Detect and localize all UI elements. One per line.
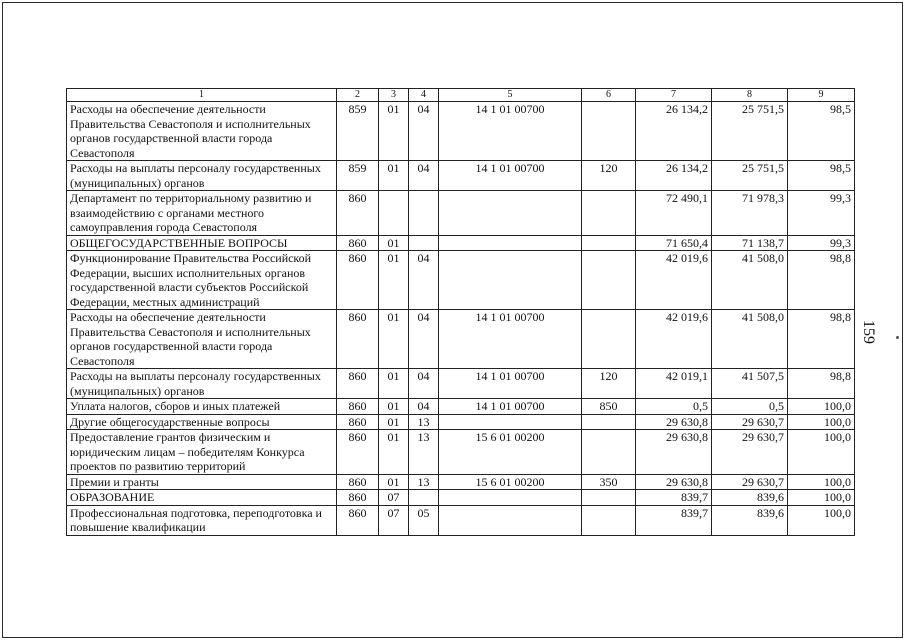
cell-planned: 26 134,2 — [636, 102, 712, 161]
column-header-7: 7 — [636, 89, 712, 102]
cell-department-code: 860 — [337, 310, 379, 369]
cell-section: 01 — [379, 102, 409, 161]
table-row — [67, 414, 855, 430]
cell-department-code: 860 — [337, 430, 379, 475]
row-name: Предоставление грантов физическим и юридическим лицам – победителям Конкурса проектов по развитию территорий — [67, 430, 337, 475]
table-row — [67, 235, 855, 251]
cell-subsection: 04 — [409, 310, 439, 369]
cell-target-article: 15 6 01 00200 — [439, 430, 582, 475]
cell-target-article: 14 1 01 00700 — [439, 369, 582, 399]
column-header-2: 2 — [337, 89, 379, 102]
cell-executed: 29 630,7 — [712, 474, 788, 490]
row-name: Расходы на обеспечение деятельности Правительства Севастополя и исполнительных органов государственной власти города Севастополя — [67, 310, 337, 369]
cell-executed: 29 630,7 — [712, 414, 788, 430]
cell-subsection: 04 — [409, 399, 439, 415]
cell-planned: 29 630,8 — [636, 430, 712, 475]
cell-expense-type: 350 — [582, 474, 636, 490]
cell-department-code: 860 — [337, 399, 379, 415]
cell-section: 07 — [379, 490, 409, 506]
cell-expense-type — [582, 235, 636, 251]
cell-expense-type: 850 — [582, 399, 636, 415]
row-name: Премии и гранты — [67, 474, 337, 490]
cell-planned: 0,5 — [636, 399, 712, 415]
cell-expense-type — [582, 490, 636, 506]
cell-executed: 41 508,0 — [712, 251, 788, 310]
cell-subsection: 04 — [409, 369, 439, 399]
row-name: ОБРАЗОВАНИЕ — [67, 490, 337, 506]
cell-department-code: 860 — [337, 251, 379, 310]
row-name: Расходы на выплаты персоналу государственных (муниципальных) органов — [67, 161, 337, 191]
cell-executed: 71 978,3 — [712, 191, 788, 236]
cell-planned: 839,7 — [636, 505, 712, 535]
cell-percent: 99,3 — [788, 191, 855, 236]
cell-planned: 29 630,8 — [636, 474, 712, 490]
cell-percent: 98,8 — [788, 310, 855, 369]
page-number: 159 — [860, 320, 877, 344]
cell-target-article — [439, 191, 582, 236]
cell-subsection: 04 — [409, 102, 439, 161]
cell-subsection — [409, 191, 439, 236]
cell-section: 01 — [379, 251, 409, 310]
row-name: Другие общегосударственные вопросы — [67, 414, 337, 430]
cell-department-code: 860 — [337, 414, 379, 430]
cell-expense-type: 120 — [582, 161, 636, 191]
cell-subsection: 13 — [409, 414, 439, 430]
table-row — [67, 251, 855, 310]
cell-subsection: 05 — [409, 505, 439, 535]
cell-percent: 100,0 — [788, 399, 855, 415]
cell-department-code: 860 — [337, 191, 379, 236]
cell-planned: 71 650,4 — [636, 235, 712, 251]
cell-planned: 29 630,8 — [636, 414, 712, 430]
cell-target-article — [439, 235, 582, 251]
cell-percent: 100,0 — [788, 474, 855, 490]
cell-expense-type — [582, 102, 636, 161]
table-row — [67, 430, 855, 475]
table-row — [67, 102, 855, 161]
table-row — [67, 310, 855, 369]
cell-section — [379, 191, 409, 236]
cell-target-article: 14 1 01 00700 — [439, 161, 582, 191]
table-row — [67, 369, 855, 399]
cell-section: 01 — [379, 474, 409, 490]
table-row — [67, 505, 855, 535]
header-row — [67, 89, 855, 102]
row-name: Профессиональная подготовка, переподготовка и повышение квалификации — [67, 505, 337, 535]
cell-percent: 100,0 — [788, 490, 855, 506]
table-row — [67, 474, 855, 490]
column-header-9: 9 — [788, 89, 855, 102]
cell-percent: 98,8 — [788, 251, 855, 310]
cell-section: 01 — [379, 430, 409, 475]
cell-target-article — [439, 490, 582, 506]
cell-executed: 25 751,5 — [712, 161, 788, 191]
cell-subsection: 04 — [409, 251, 439, 310]
cell-expense-type — [582, 310, 636, 369]
cell-percent: 100,0 — [788, 430, 855, 475]
cell-department-code: 860 — [337, 474, 379, 490]
cell-department-code: 860 — [337, 490, 379, 506]
cell-percent: 98,8 — [788, 369, 855, 399]
row-name: Расходы на выплаты персоналу государственных (муниципальных) органов — [67, 369, 337, 399]
cell-section: 01 — [379, 414, 409, 430]
cell-planned: 839,7 — [636, 490, 712, 506]
budget-table — [66, 88, 855, 536]
cell-subsection: 13 — [409, 430, 439, 475]
cell-percent: 100,0 — [788, 505, 855, 535]
cell-subsection — [409, 490, 439, 506]
column-header-8: 8 — [712, 89, 788, 102]
row-name: Департамент по территориальному развитию и взаимодействию с органами местного самоуправления города Севастополя — [67, 191, 337, 236]
column-header-4: 4 — [409, 89, 439, 102]
cell-section: 01 — [379, 161, 409, 191]
cell-target-article: 14 1 01 00700 — [439, 399, 582, 415]
cell-planned: 26 134,2 — [636, 161, 712, 191]
cell-target-article — [439, 251, 582, 310]
cell-percent: 100,0 — [788, 414, 855, 430]
cell-percent: 98,5 — [788, 161, 855, 191]
cell-target-article: 15 6 01 00200 — [439, 474, 582, 490]
cell-department-code: 859 — [337, 102, 379, 161]
column-header-5: 5 — [439, 89, 582, 102]
cell-section: 01 — [379, 399, 409, 415]
row-name: Расходы на обеспечение деятельности Правительства Севастополя и исполнительных органов государственной власти города Севастополя — [67, 102, 337, 161]
cell-subsection: 04 — [409, 161, 439, 191]
cell-section: 07 — [379, 505, 409, 535]
cell-percent: 99,3 — [788, 235, 855, 251]
cell-expense-type — [582, 251, 636, 310]
column-header-3: 3 — [379, 89, 409, 102]
cell-expense-type — [582, 505, 636, 535]
cell-planned: 42 019,6 — [636, 251, 712, 310]
cell-section: 01 — [379, 369, 409, 399]
row-name: Функционирование Правительства Российской Федерации, высших исполнительных органов государственной власти субъектов Российской Федерации, местных администраций — [67, 251, 337, 310]
cell-subsection — [409, 235, 439, 251]
row-name: Уплата налогов, сборов и иных платежей — [67, 399, 337, 415]
scan-mark — [896, 336, 899, 339]
column-header-1: 1 — [67, 89, 337, 102]
cell-expense-type — [582, 191, 636, 236]
cell-expense-type — [582, 414, 636, 430]
cell-executed: 0,5 — [712, 399, 788, 415]
cell-planned: 42 019,1 — [636, 369, 712, 399]
cell-department-code: 860 — [337, 369, 379, 399]
cell-executed: 839,6 — [712, 490, 788, 506]
cell-planned: 72 490,1 — [636, 191, 712, 236]
cell-target-article: 14 1 01 00700 — [439, 102, 582, 161]
cell-department-code: 860 — [337, 505, 379, 535]
cell-target-article: 14 1 01 00700 — [439, 310, 582, 369]
table-body — [67, 102, 855, 536]
column-header-6: 6 — [582, 89, 636, 102]
cell-executed: 71 138,7 — [712, 235, 788, 251]
cell-planned: 42 019,6 — [636, 310, 712, 369]
cell-section: 01 — [379, 310, 409, 369]
cell-subsection: 13 — [409, 474, 439, 490]
cell-section: 01 — [379, 235, 409, 251]
cell-expense-type: 120 — [582, 369, 636, 399]
cell-executed: 25 751,5 — [712, 102, 788, 161]
cell-executed: 839,6 — [712, 505, 788, 535]
table-row — [67, 399, 855, 415]
cell-executed: 41 507,5 — [712, 369, 788, 399]
cell-expense-type — [582, 430, 636, 475]
cell-executed: 29 630,7 — [712, 430, 788, 475]
cell-target-article — [439, 505, 582, 535]
table-row — [67, 161, 855, 191]
cell-percent: 98,5 — [788, 102, 855, 161]
row-name: ОБЩЕГОСУДАРСТВЕННЫЕ ВОПРОСЫ — [67, 235, 337, 251]
cell-department-code: 860 — [337, 235, 379, 251]
table-row — [67, 490, 855, 506]
cell-executed: 41 508,0 — [712, 310, 788, 369]
table-row — [67, 191, 855, 236]
cell-target-article — [439, 414, 582, 430]
cell-department-code: 859 — [337, 161, 379, 191]
